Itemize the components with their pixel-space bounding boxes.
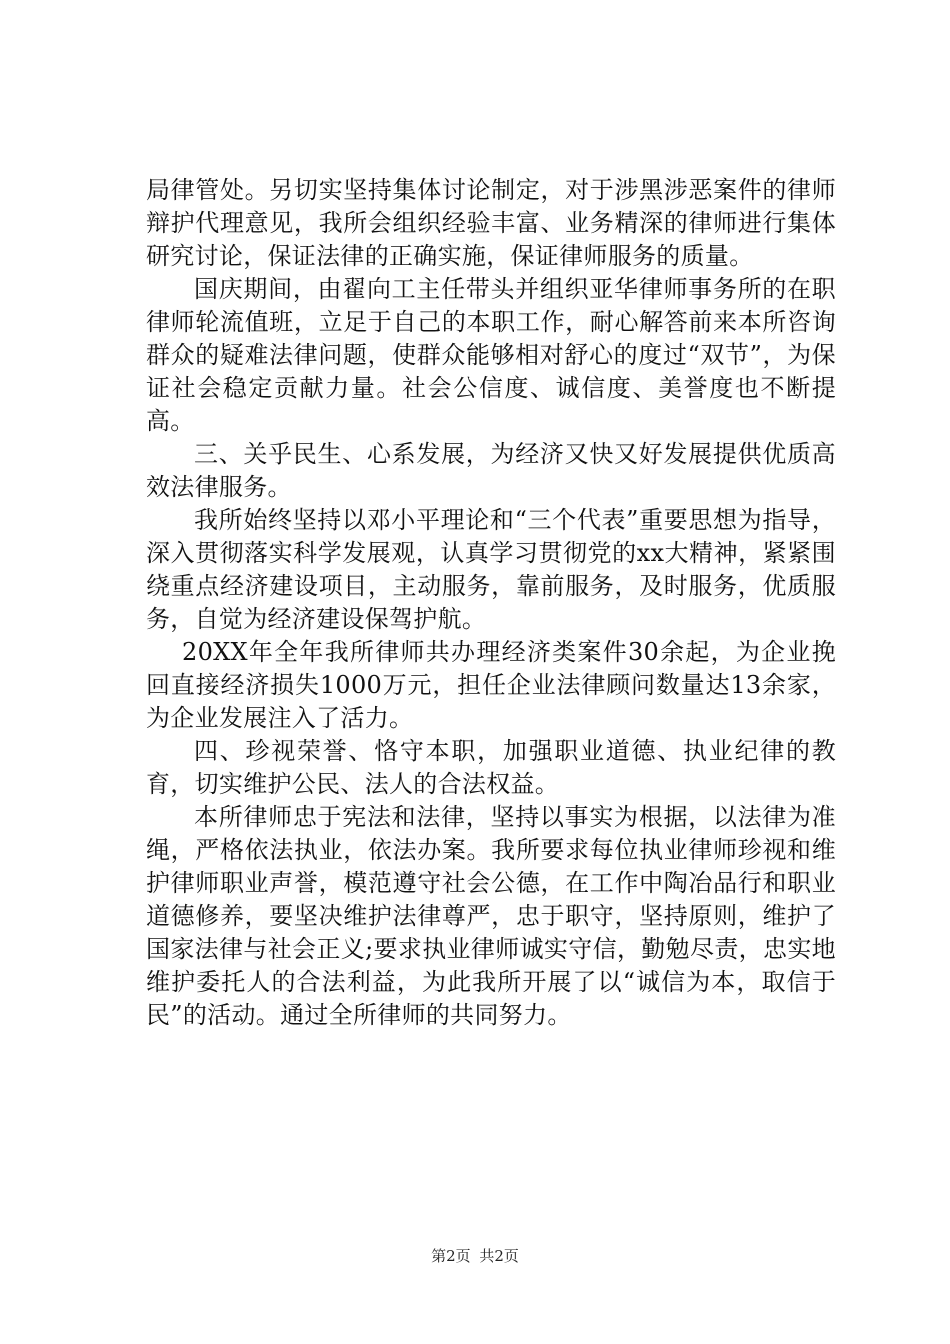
page-total: 共2页 bbox=[479, 1247, 519, 1265]
section-heading-four: 四、珍视荣誉、恪守本职，加强职业道德、执业纪律的教育，切实维护公民、法人的合法权益。 bbox=[146, 737, 836, 798]
paragraph-guiding-theory: 我所始终坚持以邓小平理论和“三个代表”重要思想为指导，深入贯彻落实科学发展观，认真学习贯彻党的xx大精神，紧紧围绕重点经济建设项目，主动服务，靠前服务，及时服务，优质服务，自觉为经济建设保驾护航。 bbox=[146, 506, 836, 633]
paragraph-annual-cases: 20XX年全年我所律师共办理经济类案件30余起，为企业挽回直接经济损失1000万元，担任企业法律顾问数量达13余家，为企业发展注入了活力。 bbox=[146, 638, 836, 732]
paragraph-professional-ethics: 本所律师忠于宪法和法律，坚持以事实为根据，以法律为准绳，严格依法执业，依法办案。我所要求每位执业律师珍视和维护律师职业声誉，模范遵守社会公德，在工作中陶冶品行和职业道德修养，要坚决维护法律尊严，忠于职守，坚持原则，维护了国家法律与社会正义;要求执业律师诚实守信，勤勉尽责，忠实地维护委托人的合法利益，为此我所开展了以“诚信为本，取信于民”的活动。通过全所律师的共同努力。 bbox=[146, 803, 836, 1029]
paragraph-national-day: 国庆期间，由翟向工主任带头并组织亚华律师事务所的在职律师轮流值班，立足于自己的本职工作，耐心解答前来本所咨询群众的疑难法律问题，使群众能够相对舒心的度过“双节”，为保证社会稳定贡献力量。社会公信度、诚信度、美誉度也不断提高。 bbox=[146, 275, 836, 435]
document-body bbox=[146, 174, 836, 1032]
paragraph-continuation: 局律管处。另切实坚持集体讨论制定，对于涉黑涉恶案件的律师辩护代理意见，我所会组织经验丰富、业务精深的律师进行集体研究讨论，保证法律的正确实施，保证律师服务的质量。 bbox=[146, 176, 836, 270]
section-heading-three: 三、关乎民生、心系发展，为经济又快又好发展提供优质高效法律服务。 bbox=[146, 440, 836, 501]
page-footer bbox=[0, 1246, 950, 1266]
page-number: 第2页 bbox=[431, 1247, 471, 1265]
